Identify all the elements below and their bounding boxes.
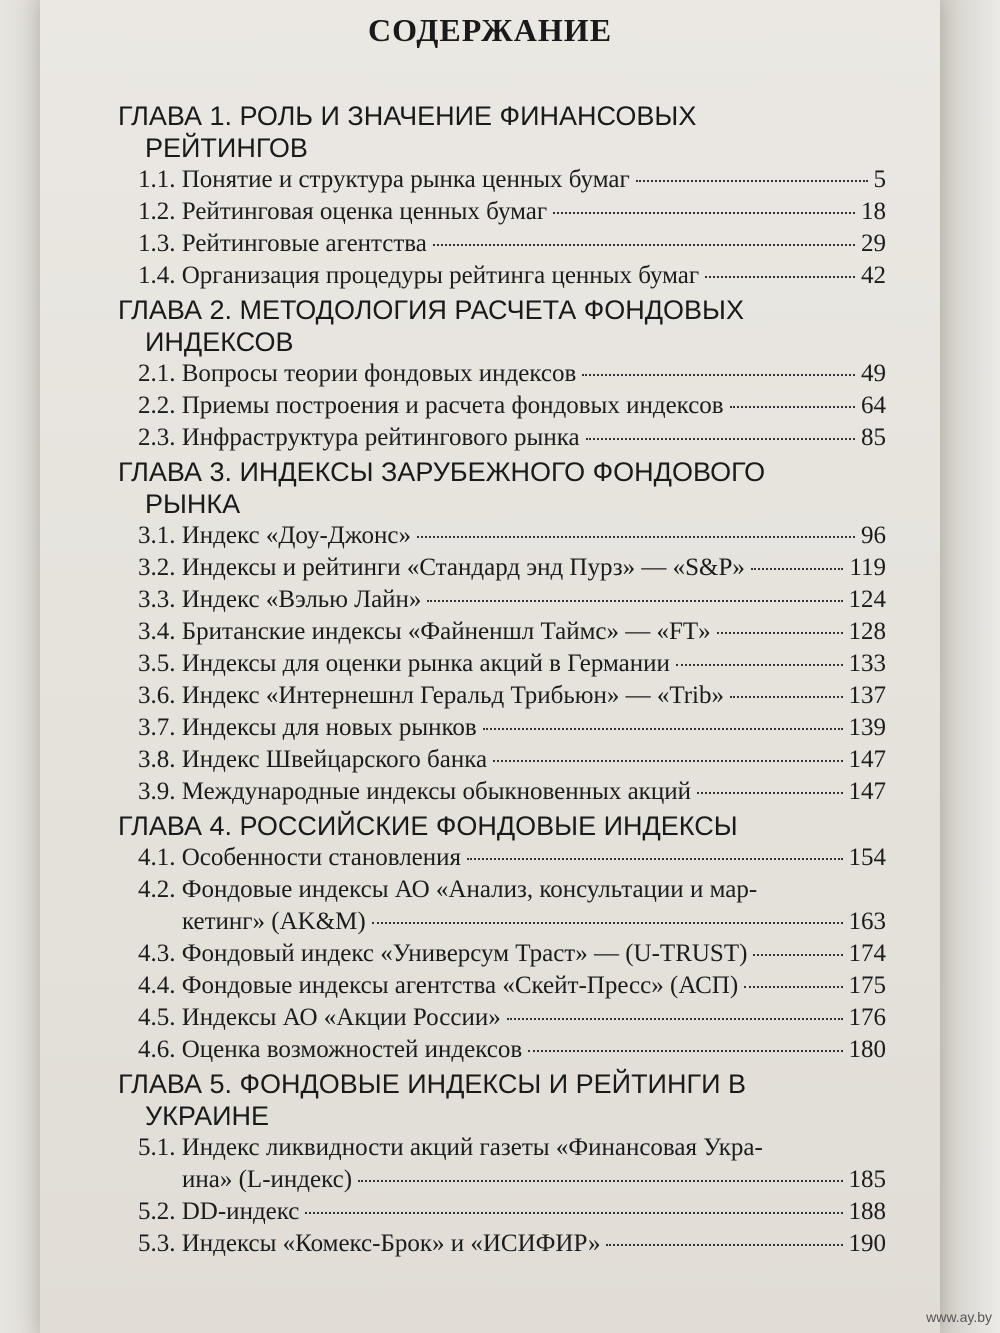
toc-entry: [118, 1228, 886, 1260]
watermark: www.ay.by: [926, 1309, 992, 1325]
toc-entry: [118, 648, 886, 680]
entry-title: 3.4. Британские индексы «Файненшл Таймс» — «FT»: [138, 618, 711, 645]
toc-entry: [118, 1002, 886, 1034]
toc-entry: [118, 842, 886, 874]
page-number: 64: [861, 392, 886, 419]
toc-entry: [118, 260, 886, 292]
page-number: 85: [861, 424, 886, 451]
dot-leader: [730, 696, 843, 698]
dot-leader: [417, 536, 855, 538]
chapter-heading: [118, 294, 886, 358]
entry-title: 5.2. DD-индекс: [138, 1198, 300, 1225]
entry-title: 5.1. Индекс ликвидности акций газеты «Финансовая Укра-: [138, 1134, 763, 1161]
entry-title: 3.5. Индексы для оценки рынка акций в Германии: [138, 650, 670, 677]
entry-title: 3.1. Индекс «Доу-Джонс»: [138, 522, 411, 549]
dot-leader: [676, 664, 843, 666]
entry-title: 4.2. Фондовые индексы АО «Анализ, консультации и мар-: [138, 876, 758, 903]
page-number: 185: [848, 1166, 886, 1193]
page-number: 96: [861, 522, 886, 549]
toc-entry: [118, 874, 886, 938]
entry-title: 3.3. Индекс «Вэлью Лайн»: [138, 586, 422, 613]
page-number: 133: [848, 650, 886, 677]
chapter-title-continuation: УКРАИНЕ: [145, 1101, 270, 1131]
toc-entry: [118, 164, 886, 196]
toc-entry: [118, 938, 886, 970]
toc-entry: [118, 1132, 886, 1196]
entry-title: 3.2. Индексы и рейтинги «Стандард энд Пурз» — «S&P»: [138, 554, 745, 581]
background-right: [940, 0, 1000, 1333]
dot-leader: [305, 1212, 842, 1214]
dot-leader: [705, 276, 855, 278]
toc-entry: [118, 358, 886, 390]
page-number: 188: [848, 1198, 886, 1225]
dot-leader: [582, 374, 855, 376]
chapter-heading: [118, 456, 886, 520]
chapter-title: ГЛАВА 1. РОЛЬ И ЗНАЧЕНИЕ ФИНАНСОВЫХ: [118, 101, 697, 131]
page-number: 119: [849, 554, 886, 581]
toc-entry: [118, 680, 886, 712]
dot-leader: [586, 438, 855, 440]
dot-leader: [606, 1244, 842, 1246]
dot-leader: [358, 1180, 842, 1182]
page-number: 147: [848, 778, 886, 805]
toc-entry: [118, 1196, 886, 1228]
entry-title: 2.1. Вопросы теории фондовых индексов: [138, 360, 577, 387]
entry-title: 4.4. Фондовые индексы агентства «Скейт-Пресс» (АСП): [138, 972, 739, 999]
entry-title: 4.3. Фондовый индекс «Универсум Траст» — (U-TRUST): [138, 940, 748, 967]
toc-entry: [118, 196, 886, 228]
entry-title-continuation-line: [138, 906, 886, 938]
page-number: 29: [861, 230, 886, 257]
dot-leader: [372, 922, 843, 924]
page-number: 175: [848, 972, 886, 999]
chapter-title-continuation: РЕЙТИНГОВ: [145, 133, 308, 163]
chapter-title: ГЛАВА 3. ИНДЕКСЫ ЗАРУБЕЖНОГО ФОНДОВОГО: [118, 457, 766, 487]
page-number: 49: [861, 360, 886, 387]
entry-title: 1.2. Рейтинговая оценка ценных бумаг: [138, 198, 548, 225]
toc-entry: [118, 228, 886, 260]
dot-leader: [730, 406, 855, 408]
dot-leader: [493, 760, 842, 762]
toc-entry: [118, 584, 886, 616]
page-number: 137: [848, 682, 886, 709]
entry-title: 2.2. Приемы построения и расчета фондовых индексов: [138, 392, 724, 419]
toc-entry: [118, 422, 886, 454]
entry-title: 3.8. Индекс Швейцарского банка: [138, 746, 488, 773]
page-number: 5: [873, 166, 886, 193]
table-of-contents: [118, 98, 886, 1260]
dot-leader: [467, 858, 842, 860]
page-number: 190: [848, 1230, 886, 1257]
dot-leader: [528, 1050, 842, 1052]
dot-leader: [483, 728, 843, 730]
entry-title: 4.5. Индексы АО «Акции России»: [138, 1004, 501, 1031]
book-page: [40, 0, 940, 1333]
toc-entry: [118, 520, 886, 552]
entry-title: 5.3. Индексы «Комекс-Брок» и «ИСИФИР»: [138, 1230, 601, 1257]
entry-title: 1.4. Организация процедуры рейтинга ценных бумаг: [138, 262, 700, 289]
dot-leader: [507, 1018, 843, 1020]
dot-leader: [636, 180, 868, 182]
chapter-heading: [118, 100, 886, 164]
toc-entry: [118, 776, 886, 808]
page-number: 128: [848, 618, 886, 645]
dot-leader: [744, 986, 842, 988]
dot-leader: [697, 792, 843, 794]
chapter-title-continuation: РЫНКА: [145, 489, 241, 519]
page-number: 147: [848, 746, 886, 773]
entry-title: 2.3. Инфраструктура рейтингового рынка: [138, 424, 580, 451]
entry-title: 3.9. Международные индексы обыкновенных акций: [138, 778, 691, 805]
page-title: СОДЕРЖАНИЕ: [367, 12, 613, 48]
toc-entry: [118, 616, 886, 648]
toc-entry: [118, 744, 886, 776]
dot-leader: [433, 244, 855, 246]
dot-leader: [753, 954, 842, 956]
toc-entry: [118, 390, 886, 422]
dot-leader: [553, 212, 855, 214]
chapter-title: ГЛАВА 5. ФОНДОВЫЕ ИНДЕКСЫ И РЕЙТИНГИ В: [118, 1069, 747, 1099]
entry-title: 3.7. Индексы для новых рынков: [138, 714, 477, 741]
entry-title: 1.3. Рейтинговые агентства: [138, 230, 427, 257]
chapter-heading: [118, 810, 886, 842]
toc-entry: [118, 712, 886, 744]
chapter-title: ГЛАВА 4. РОССИЙСКИЕ ФОНДОВЫЕ ИНДЕКСЫ: [118, 811, 738, 841]
page-number: 180: [848, 1036, 886, 1063]
page-number: 174: [848, 940, 886, 967]
page-number: 154: [848, 844, 886, 871]
dot-leader: [427, 600, 842, 602]
toc-entry: [118, 1034, 886, 1066]
toc-entry: [118, 552, 886, 584]
page-number: 124: [848, 586, 886, 613]
entry-title-continuation-line: [138, 1164, 886, 1196]
page-number: 42: [861, 262, 886, 289]
chapter-title-continuation: ИНДЕКСОВ: [145, 327, 294, 357]
chapter-heading: [118, 1068, 886, 1132]
page-number: 18: [861, 198, 886, 225]
entry-title: 3.6. Индекс «Интернешнл Геральд Трибьюн» — «Trib»: [138, 682, 724, 709]
toc-entry: [118, 970, 886, 1002]
page-number: 139: [848, 714, 886, 741]
dot-leader: [751, 568, 844, 570]
page-number: 163: [848, 908, 886, 935]
entry-title-continuation: кетинг» (AK&M): [182, 908, 366, 935]
entry-title: 1.1. Понятие и структура рынка ценных бумаг: [138, 166, 630, 193]
entry-title: 4.6. Оценка возможностей индексов: [138, 1036, 523, 1063]
page-number: 176: [848, 1004, 886, 1031]
chapter-title: ГЛАВА 2. МЕТОДОЛОГИЯ РАСЧЕТА ФОНДОВЫХ: [118, 295, 744, 325]
entry-title-continuation: ина» (L-индекс): [182, 1166, 353, 1193]
dot-leader: [717, 632, 843, 634]
entry-title: 4.1. Особенности становления: [138, 844, 462, 871]
